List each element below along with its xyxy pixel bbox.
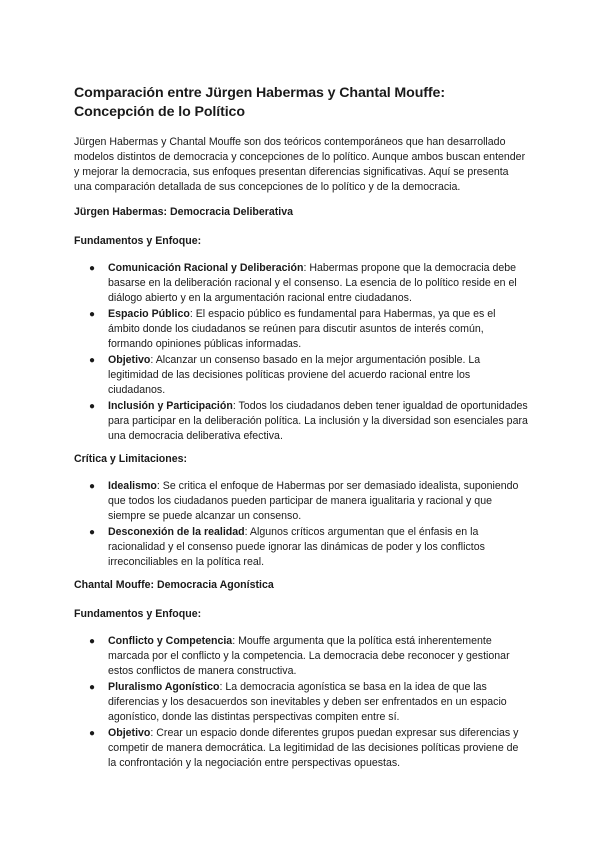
bullet-icon: ● bbox=[89, 527, 96, 538]
list-item bbox=[89, 399, 528, 444]
list-item bbox=[89, 307, 528, 352]
mouffe-heading: Chantal Mouffe: Democracia Agonística bbox=[74, 579, 274, 591]
list-item bbox=[89, 634, 528, 679]
bullet-icon: ● bbox=[89, 481, 96, 492]
list-item-text: : Alcanzar un consenso basado en la mejor argumentación posible. La legitimidad de las decisiones políticas proviene del acuerdo racional entre los ciudadanos. bbox=[108, 354, 481, 396]
habermas-criticas-heading: Crítica y Limitaciones: bbox=[74, 453, 188, 465]
list-item bbox=[89, 525, 528, 570]
document-page bbox=[74, 84, 528, 779]
habermas-criticas-list bbox=[74, 479, 528, 570]
list-item bbox=[89, 726, 528, 771]
bullet-icon: ● bbox=[89, 309, 96, 320]
list-item-text: : Habermas propone que la democracia debe basarse en la deliberación racional y el consenso. La esencia de lo político reside en el diálogo abierto y en la argumentación racional entre ciudadanos. bbox=[108, 262, 517, 304]
bullet-icon: ● bbox=[89, 355, 96, 366]
list-item-text: : Todos los ciudadanos deben tener igualdad de oportunidades para participar en la deliberación política. La inclusión y la diversidad son esenciales para una democracia deliberativa efectiva. bbox=[108, 400, 528, 442]
mouffe-fundamentos-list bbox=[74, 634, 528, 771]
habermas-heading: Jürgen Habermas: Democracia Deliberativa bbox=[74, 206, 294, 218]
list-item-term: Desconexión de la realidad bbox=[108, 526, 245, 538]
mouffe-fundamentos-heading: Fundamentos y Enfoque: bbox=[74, 608, 202, 620]
list-item-term: Objetivo bbox=[108, 727, 151, 739]
list-item-text: : Mouffe argumenta que la política está inherentemente marcada por el conflicto y la competencia. La democracia debe reconocer y gestionar estos conflictos de manera constructiva. bbox=[108, 635, 510, 677]
bullet-icon: ● bbox=[89, 263, 96, 274]
document-title: Comparación entre Jürgen Habermas y Chantal Mouffe: Concepción de lo Político bbox=[74, 85, 445, 120]
list-item-text: : El espacio público es fundamental para Habermas, ya que es el ámbito donde los ciudadanos se reúnen para discutir asuntos de interés común, formando opiniones públicas informadas. bbox=[108, 308, 496, 350]
list-item-text: : La democracia agonística se basa en la idea de que las diferencias y los desacuerdos son inevitables y deben ser enfrentados en un espacio agonístico, donde las distintas perspectivas compiten entre sí. bbox=[108, 681, 507, 723]
intro-paragraph: Jürgen Habermas y Chantal Mouffe son dos teóricos contemporáneos que han desarrollado modelos distintos de democracia y concepciones de lo político. Aunque ambos buscan entender y mejorar la democracia, sus enfoques presentan diferencias significativas. Aquí se presenta una comparación detallada de sus concepciones de lo político y de la democracia. bbox=[74, 136, 526, 193]
list-item-term: Pluralismo Agonístico bbox=[108, 681, 220, 693]
bullet-icon: ● bbox=[89, 401, 96, 412]
list-item-term: Objetivo bbox=[108, 354, 151, 366]
list-item-term: Inclusión y Participación bbox=[108, 400, 233, 412]
list-item bbox=[89, 680, 528, 725]
list-item-term: Espacio Público bbox=[108, 308, 190, 320]
list-item bbox=[89, 479, 528, 524]
bullet-icon: ● bbox=[89, 636, 96, 647]
bullet-icon: ● bbox=[89, 728, 96, 739]
list-item-text: : Algunos críticos argumentan que el énfasis en la racionalidad y el consenso puede ignorar las dinámicas de poder y los conflictos irreconciliables en la política real. bbox=[108, 526, 485, 568]
bullet-icon: ● bbox=[89, 682, 96, 693]
list-item-text: : Se critica el enfoque de Habermas por ser demasiado idealista, suponiendo que todos los ciudadanos pueden participar de manera igualitaria y racional y que siempre se puede alcanzar un consenso. bbox=[108, 480, 519, 522]
list-item-term: Conflicto y Competencia bbox=[108, 635, 233, 647]
list-item-term: Idealismo bbox=[108, 480, 157, 492]
list-item-term: Comunicación Racional y Deliberación bbox=[108, 262, 304, 274]
habermas-fundamentos-list bbox=[74, 261, 528, 444]
list-item-text: : Crear un espacio donde diferentes grupos puedan expresar sus diferencias y competir de manera democrática. La legitimidad de las decisiones políticas proviene de la confrontación y la negociación entre perspectivas opuestas. bbox=[108, 727, 519, 769]
habermas-fundamentos-heading: Fundamentos y Enfoque: bbox=[74, 235, 202, 247]
list-item bbox=[89, 261, 528, 306]
list-item bbox=[89, 353, 528, 398]
